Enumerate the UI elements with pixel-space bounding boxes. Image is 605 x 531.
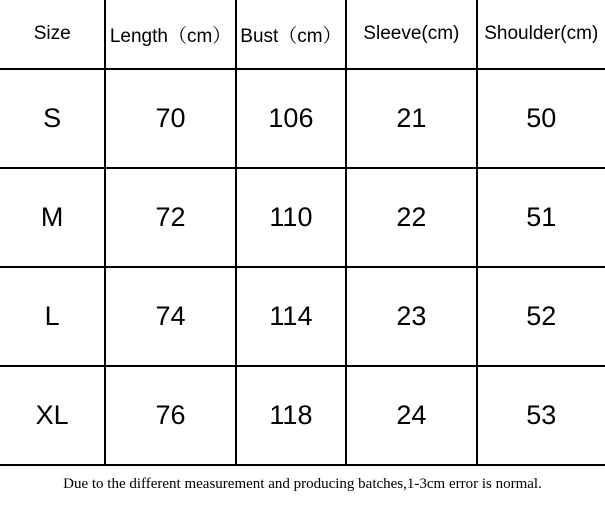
- cell-size: L: [0, 267, 105, 366]
- cell-sleeve: 21: [346, 69, 476, 168]
- table-row: [0, 366, 605, 465]
- measurement-disclaimer: Due to the different measurement and producing batches,1-3cm error is normal.: [63, 476, 542, 492]
- column-header-shoulder: Shoulder(cm): [477, 0, 605, 69]
- cell-sleeve: 24: [346, 366, 476, 465]
- table-row: [0, 168, 605, 267]
- column-header-bust: Bust（cm）: [236, 0, 346, 69]
- table-row: [0, 69, 605, 168]
- column-header-length: Length（cm）: [105, 0, 235, 69]
- cell-sleeve: 23: [346, 267, 476, 366]
- cell-shoulder: 50: [477, 69, 605, 168]
- column-header-size: Size: [0, 0, 105, 69]
- cell-length: 72: [105, 168, 235, 267]
- cell-shoulder: 52: [477, 267, 605, 366]
- cell-bust: 106: [236, 69, 346, 168]
- cell-length: 74: [105, 267, 235, 366]
- table-row: [0, 267, 605, 366]
- cell-bust: 110: [236, 168, 346, 267]
- cell-bust: 114: [236, 267, 346, 366]
- cell-length: 76: [105, 366, 235, 465]
- cell-size: S: [0, 69, 105, 168]
- cell-shoulder: 53: [477, 366, 605, 465]
- cell-bust: 118: [236, 366, 346, 465]
- cell-sleeve: 22: [346, 168, 476, 267]
- cell-shoulder: 51: [477, 168, 605, 267]
- cell-size: M: [0, 168, 105, 267]
- table-header-row: [0, 0, 605, 69]
- column-header-sleeve: Sleeve(cm): [346, 0, 476, 69]
- cell-length: 70: [105, 69, 235, 168]
- cell-size: XL: [0, 366, 105, 465]
